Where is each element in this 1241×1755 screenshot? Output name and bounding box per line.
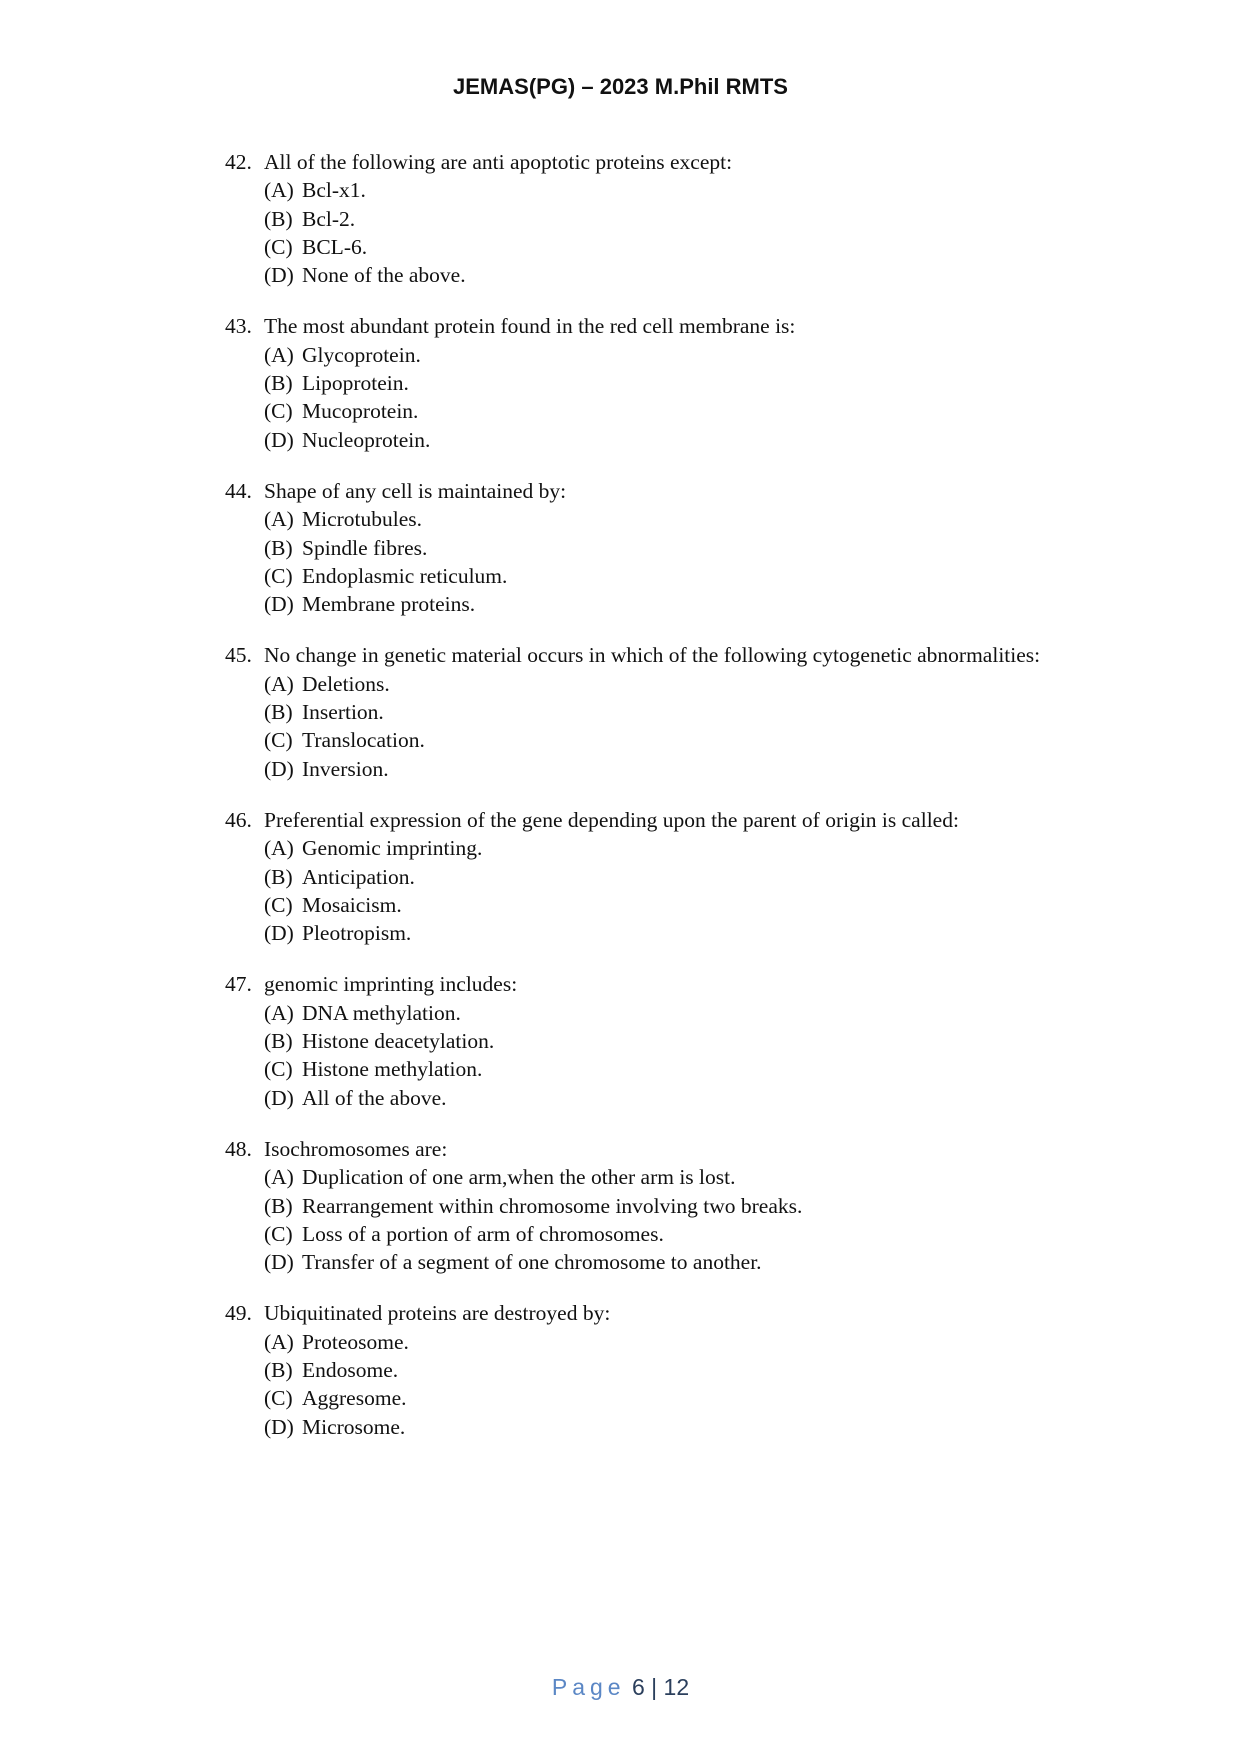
question-text: No change in genetic material occurs in which of the following cytogenetic abnormalities: — [264, 643, 1041, 668]
option-list — [264, 341, 1045, 454]
option-label: (B) — [264, 700, 293, 725]
question-text: The most abundant protein found in the red cell membrane is: — [264, 314, 796, 339]
option-c — [264, 891, 1045, 919]
question-46 — [225, 806, 1045, 947]
option-a — [264, 1328, 1045, 1356]
option-text: Aggresome. — [302, 1386, 407, 1411]
question-number: 46. — [225, 807, 252, 832]
option-label: (A) — [264, 1165, 294, 1190]
option-d — [264, 590, 1045, 618]
question-text: Preferential expression of the gene depending upon the parent of origin is called: — [264, 807, 959, 832]
option-text: Insertion. — [302, 700, 384, 725]
option-label: (A) — [264, 507, 294, 532]
option-text: Loss of a portion of arm of chromosomes. — [302, 1221, 664, 1246]
option-label: (A) — [264, 1000, 294, 1025]
option-c — [264, 1055, 1045, 1083]
option-label: (A) — [264, 671, 294, 696]
option-text: DNA methylation. — [302, 1000, 461, 1025]
question-text: Isochromosomes are: — [264, 1136, 448, 1161]
option-d — [264, 261, 1045, 289]
option-d — [264, 919, 1045, 947]
option-text: Rearrangement within chromosome involving two breaks. — [302, 1193, 803, 1218]
question-text: All of the following are anti apoptotic proteins except: — [264, 150, 733, 174]
option-label: (B) — [264, 371, 293, 396]
option-label: (B) — [264, 864, 293, 889]
option-label: (C) — [264, 234, 293, 259]
option-text: Endoplasmic reticulum. — [302, 563, 508, 588]
option-b — [264, 863, 1045, 891]
option-text: Genomic imprinting. — [302, 836, 483, 861]
option-b — [264, 1192, 1045, 1220]
option-c — [264, 562, 1045, 590]
page-number: 6 | 12 — [631, 1674, 690, 1700]
option-c — [264, 1220, 1045, 1248]
option-text: Microsome. — [302, 1414, 406, 1439]
option-text: Endosome. — [302, 1357, 399, 1382]
option-text: Lipoprotein. — [302, 371, 409, 396]
question-48 — [225, 1135, 1045, 1276]
option-list — [264, 505, 1045, 618]
page-header — [0, 74, 1241, 100]
option-text: Glycoprotein. — [302, 342, 421, 367]
page-word: Page — [551, 1674, 626, 1700]
option-a — [264, 341, 1045, 369]
option-text: Anticipation. — [302, 864, 415, 889]
option-c — [264, 397, 1045, 425]
option-label: (A) — [264, 836, 294, 861]
option-c — [264, 233, 1045, 261]
question-45 — [225, 641, 1045, 782]
option-text: Bcl-2. — [302, 206, 356, 231]
option-label: (C) — [264, 892, 293, 917]
question-text: Shape of any cell is maintained by: — [264, 478, 567, 503]
option-a — [264, 505, 1045, 533]
option-b — [264, 1356, 1045, 1384]
option-c — [264, 1384, 1045, 1412]
option-list — [264, 999, 1045, 1112]
option-label: (A) — [264, 178, 294, 203]
option-label: (D) — [264, 921, 294, 946]
option-text: Spindle fibres. — [302, 535, 428, 560]
option-label: (C) — [264, 728, 293, 753]
option-text: Histone deacetylation. — [302, 1029, 495, 1054]
option-label: (D) — [264, 592, 294, 617]
question-49 — [225, 1299, 1045, 1440]
question-number: 42. — [225, 150, 252, 174]
option-text: Histone methylation. — [302, 1057, 483, 1082]
option-label: (C) — [264, 1386, 293, 1411]
option-text: Transfer of a segment of one chromosome to another. — [302, 1250, 762, 1275]
option-d — [264, 1084, 1045, 1112]
option-list — [264, 834, 1045, 947]
question-list — [225, 148, 1045, 1464]
option-a — [264, 834, 1045, 862]
option-d — [264, 426, 1045, 454]
option-text: BCL-6. — [302, 234, 368, 259]
option-text: Proteosome. — [302, 1329, 409, 1354]
option-b — [264, 1027, 1045, 1055]
option-text: All of the above. — [302, 1085, 447, 1110]
option-label: (D) — [264, 1085, 294, 1110]
option-d — [264, 1413, 1045, 1441]
option-text: Pleotropism. — [302, 921, 412, 946]
option-text: Translocation. — [302, 728, 425, 753]
option-text: Mucoprotein. — [302, 399, 419, 424]
option-label: (D) — [264, 263, 294, 288]
option-d — [264, 755, 1045, 783]
question-number: 47. — [225, 972, 252, 997]
question-number: 43. — [225, 314, 252, 339]
option-label: (B) — [264, 1357, 293, 1382]
question-number: 48. — [225, 1136, 252, 1161]
option-text: Deletions. — [302, 671, 390, 696]
option-text: Membrane proteins. — [302, 592, 476, 617]
option-text: Mosaicism. — [302, 892, 402, 917]
option-label: (B) — [264, 1193, 293, 1218]
option-text: Microtubules. — [302, 507, 423, 532]
option-text: None of the above. — [302, 263, 466, 288]
question-44 — [225, 477, 1045, 618]
question-42 — [225, 148, 1045, 289]
option-a — [264, 999, 1045, 1027]
option-a — [264, 176, 1045, 204]
option-label: (D) — [264, 427, 294, 452]
question-number: 45. — [225, 643, 252, 668]
option-label: (A) — [264, 1329, 294, 1354]
option-text: Duplication of one arm,when the other arm is lost. — [302, 1165, 736, 1190]
question-43 — [225, 312, 1045, 453]
question-text: genomic imprinting includes: — [264, 972, 518, 997]
question-number: 44. — [225, 478, 252, 503]
option-b — [264, 534, 1045, 562]
option-d — [264, 1248, 1045, 1276]
question-47 — [225, 970, 1045, 1111]
option-label: (D) — [264, 1250, 294, 1275]
option-list — [264, 176, 1045, 289]
option-label: (B) — [264, 1029, 293, 1054]
option-a — [264, 1163, 1045, 1191]
option-text: Inversion. — [302, 756, 389, 781]
option-label: (B) — [264, 206, 293, 231]
page-footer — [0, 1674, 1241, 1701]
option-label: (B) — [264, 535, 293, 560]
question-text: Ubiquitinated proteins are destroyed by: — [264, 1301, 611, 1326]
question-number: 49. — [225, 1301, 252, 1326]
option-text: Nucleoprotein. — [302, 427, 431, 452]
option-b — [264, 698, 1045, 726]
option-label: (C) — [264, 1221, 293, 1246]
option-list — [264, 1163, 1045, 1276]
document-title: JEMAS(PG) – 2023 M.Phil RMTS — [453, 74, 788, 99]
option-list — [264, 670, 1045, 783]
option-label: (C) — [264, 563, 293, 588]
option-list — [264, 1328, 1045, 1441]
option-text: Bcl-x1. — [302, 178, 366, 203]
option-label: (C) — [264, 399, 293, 424]
option-a — [264, 670, 1045, 698]
option-label: (C) — [264, 1057, 293, 1082]
option-label: (D) — [264, 1414, 294, 1439]
option-c — [264, 726, 1045, 754]
option-label: (D) — [264, 756, 294, 781]
option-b — [264, 369, 1045, 397]
option-label: (A) — [264, 342, 294, 367]
option-b — [264, 205, 1045, 233]
